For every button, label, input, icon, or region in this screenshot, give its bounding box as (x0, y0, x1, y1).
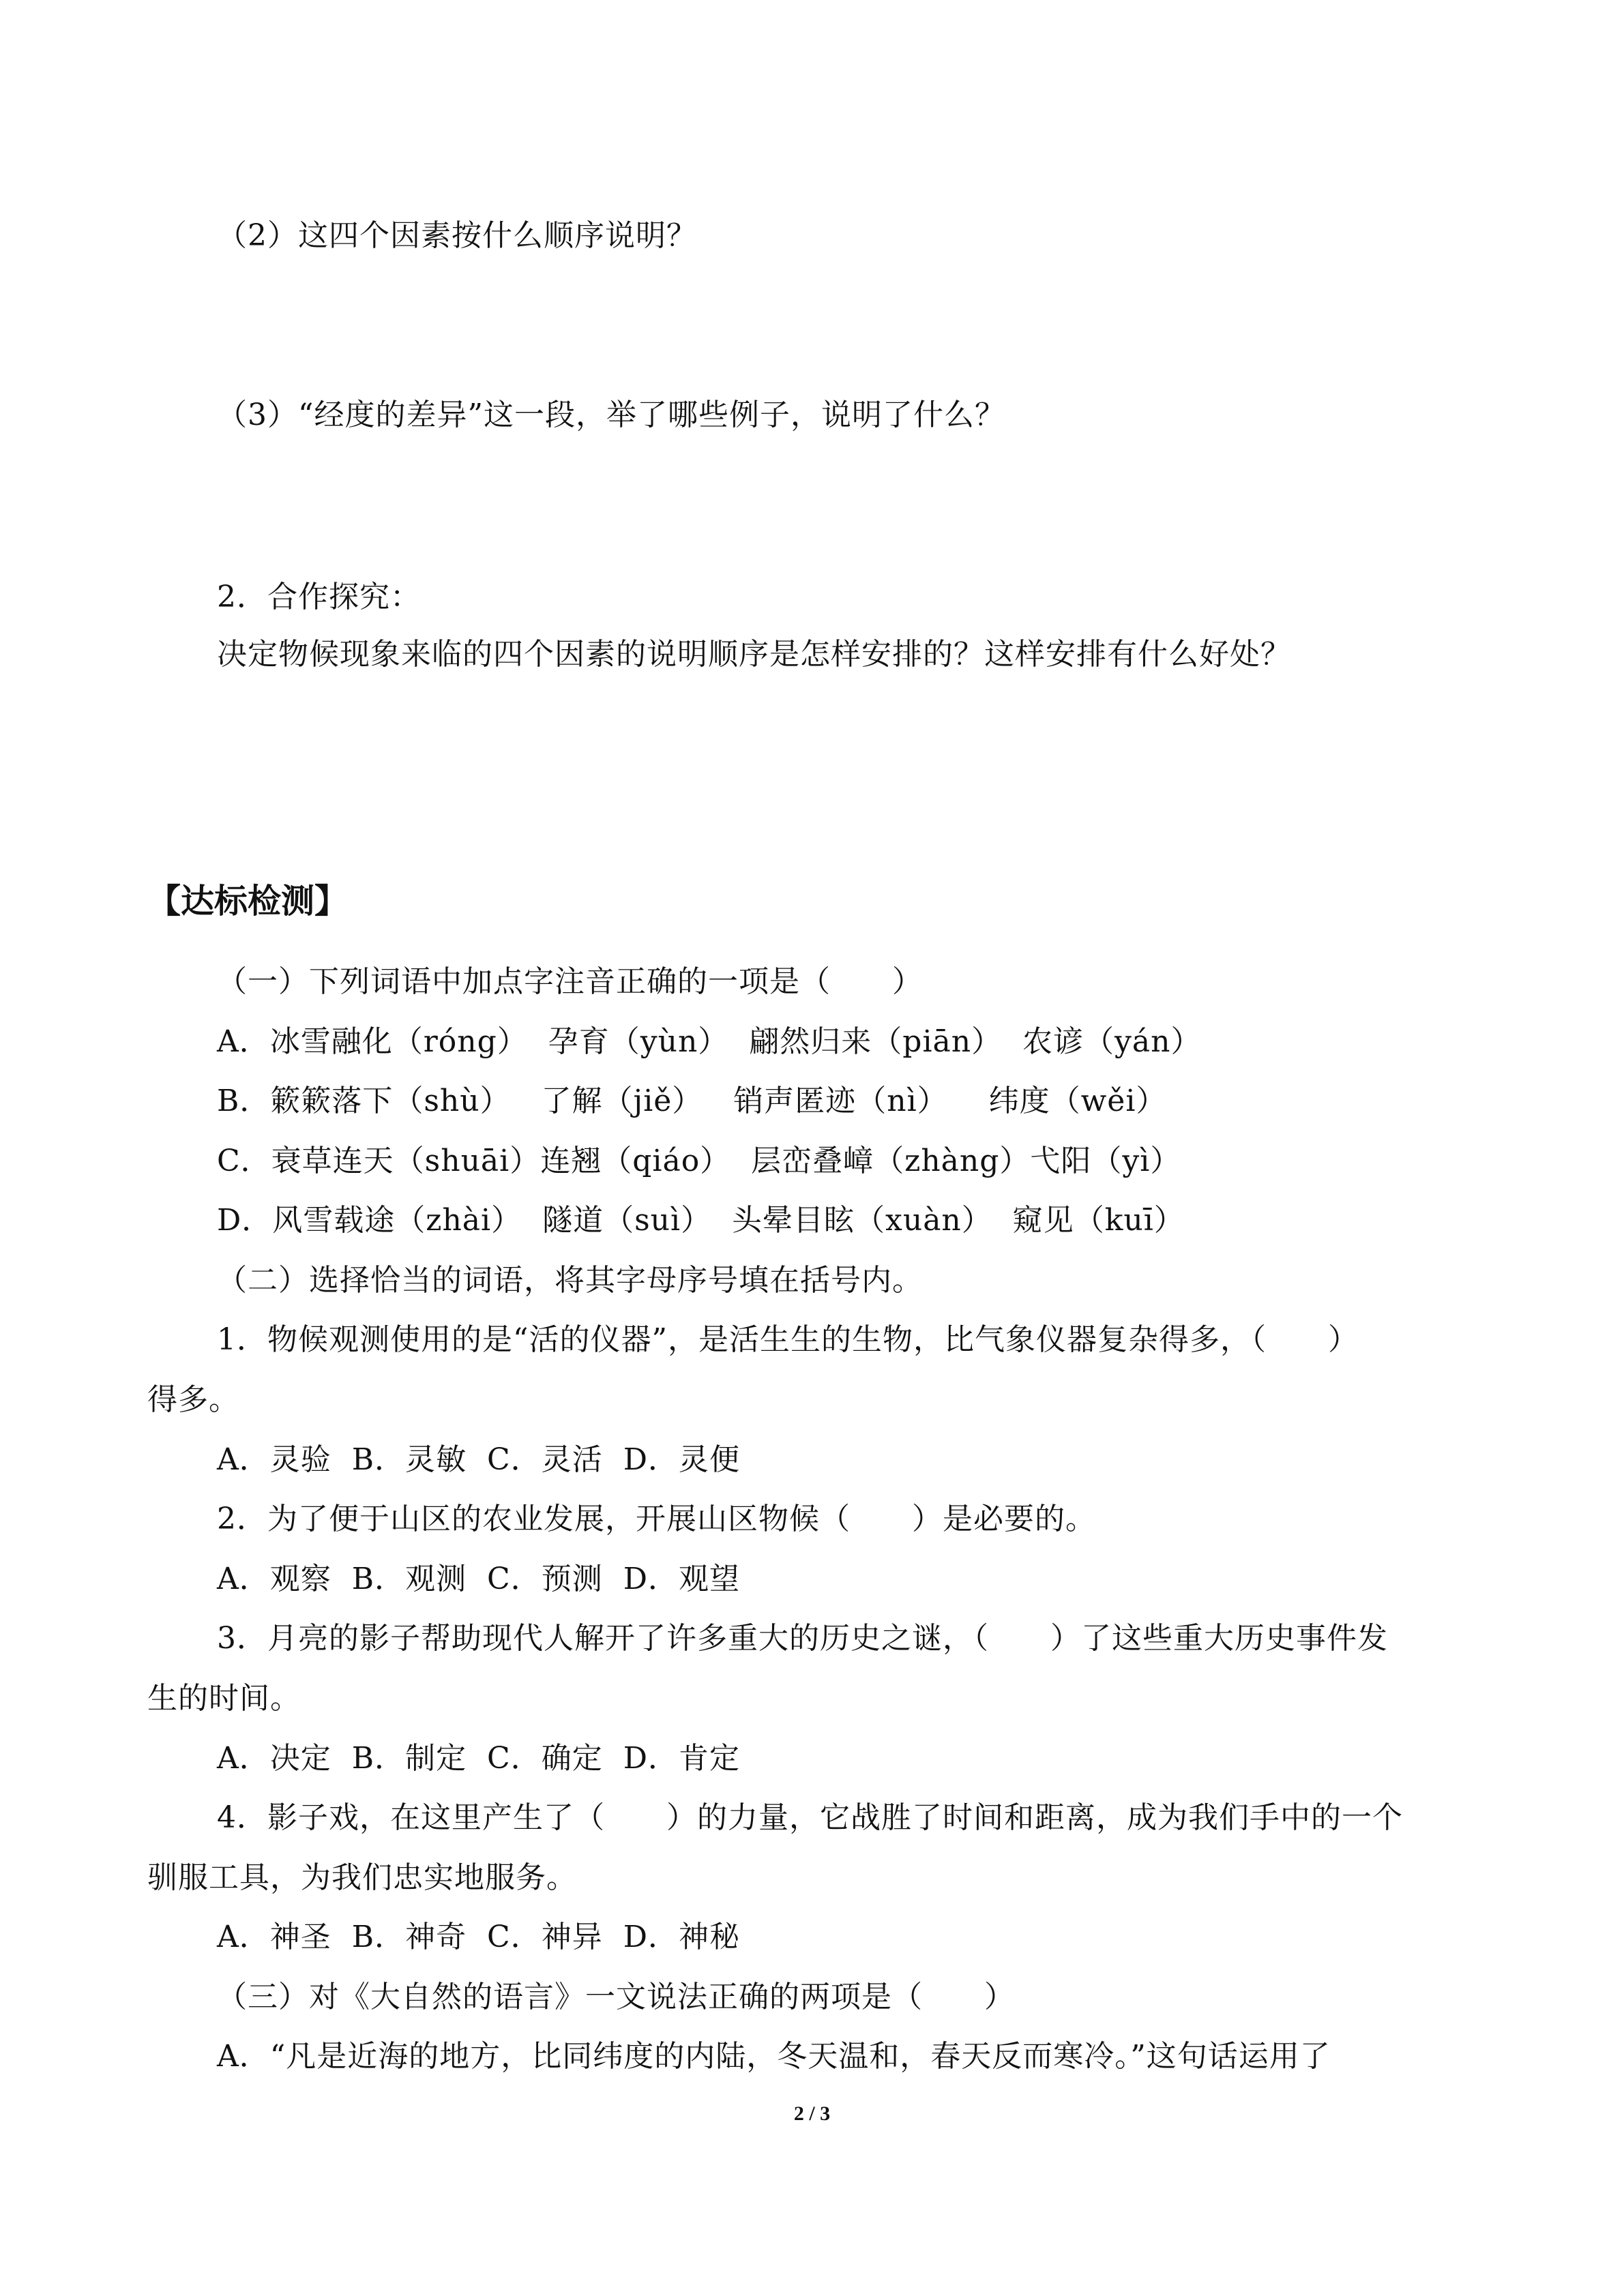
part1-option-a: A．冰雪融化（róng） 孕育（yùn） 翩然归来（piān） 农谚（yán） (217, 1024, 1202, 1059)
part2-q4-line2: 驯服工具，为我们忠实地服务。 (147, 1860, 577, 1895)
part2-q4-options: A．神圣 B．神奇 C．神异 D．神秘 (217, 1920, 740, 1954)
cooperation-title: 2．合作探究： (217, 580, 421, 614)
page-number: 2 / 3 (793, 2102, 831, 2125)
part1-option-c: C．衰草连天（shuāi）连翘（qiáo） 层峦叠嶂（zhàng）弋阳（yì） (217, 1144, 1181, 1178)
part1-option-d: D．风雪载途（zhài） 隧道（suì） 头晕目眩（xuàn） 窥见（kuī） (217, 1203, 1185, 1238)
part3-prompt: （三）对《大自然的语言》一文说法正确的两项是（ ） (217, 1980, 1015, 2014)
question-3: （3）“经度的差异”这一段，举了哪些例子，说明了什么？ (217, 398, 1005, 432)
part2-q2-options: A．观察 B．观测 C．预测 D．观望 (217, 1562, 740, 1596)
part2-q3-options: A．决定 B．制定 C．确定 D．肯定 (217, 1741, 740, 1776)
part2-prompt: （二）选择恰当的词语，将其字母序号填在括号内。 (217, 1263, 923, 1298)
part1-prompt: （一）下列词语中加点字注音正确的一项是（ ） (217, 964, 923, 999)
part1-option-b: B．簌簌落下（shù） 了解（jiě） 销声匿迹（nì） 纬度（wěi） (217, 1084, 1167, 1118)
part2-q3-line1: 3．月亮的影子帮助现代人解开了许多重大的历史之谜，（ ）了这些重大历史事件发 (217, 1621, 1388, 1656)
part2-q2-line1: 2．为了便于山区的农业发展，开展山区物候（ ）是必要的。 (217, 1502, 1096, 1536)
section-heading: 【达标检测】 (147, 882, 349, 921)
part2-q4-line1: 4．影子戏，在这里产生了（ ）的力量，它战胜了时间和距离，成为我们手中的一个 (217, 1800, 1403, 1835)
part2-q1-line1: 1．物候观测使用的是“活的仪器”，是活生生的生物，比气象仪器复杂得多，（ ） (217, 1322, 1359, 1357)
part2-q1-options: A．灵验 B．灵敏 C．灵活 D．灵便 (217, 1442, 740, 1477)
question-2: （2）这四个因素按什么顺序说明？ (217, 218, 697, 253)
cooperation-question: 决定物候现象来临的四个因素的说明顺序是怎样安排的？这样安排有什么好处？ (217, 637, 1291, 672)
part2-q3-line2: 生的时间。 (147, 1681, 301, 1716)
part2-q1-line2: 得多。 (147, 1382, 239, 1417)
part3-option-a-line1: A．“凡是近海的地方，比同纬度的内陆，冬天温和，春天反而寒冷。”这句话运用了 (217, 2039, 1331, 2074)
